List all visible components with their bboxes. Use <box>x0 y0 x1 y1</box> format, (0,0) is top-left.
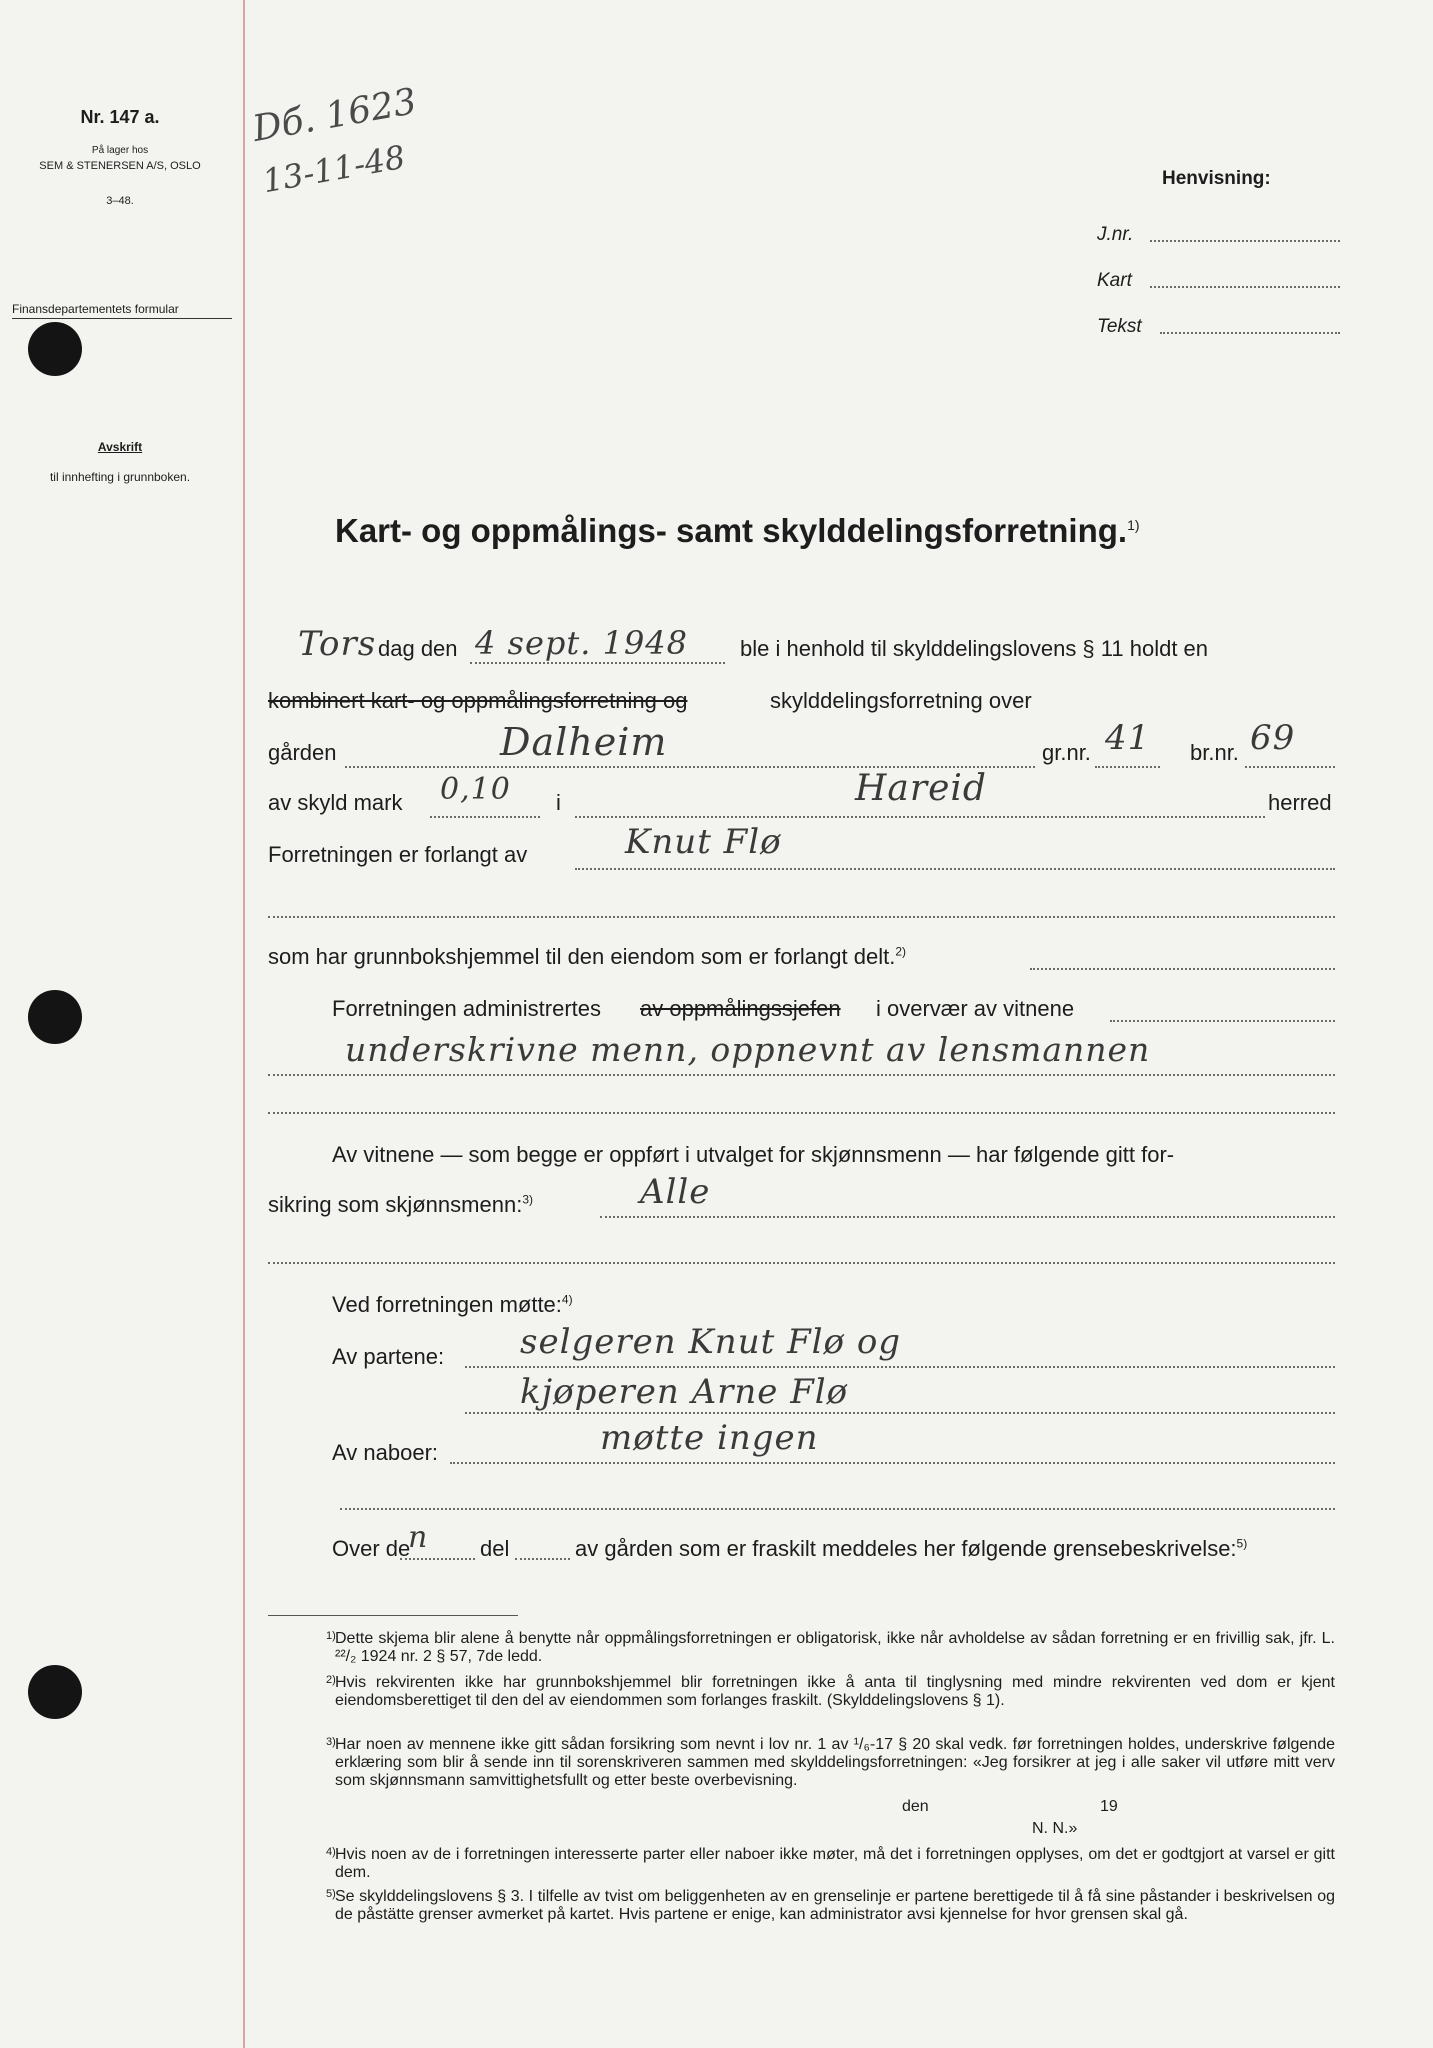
date-handwritten: 4 sept. 1948 <box>475 624 689 662</box>
footnote-2: Hvis rekvirenten ikke har grunnbokshjemmel blir forretningen ikke å anta til tinglysning med mindre rekvirenten ved dom er kjent eiendomsberettiget til den del av eiendommen som forlanges fraskilt. (Skylddelingslovens § 1). <box>335 1674 1335 1709</box>
ref-tekst-field <box>1160 332 1340 334</box>
footnote-5: Se skylddelingslovens § 3. I tilfelle av tvist om beliggenheten av en grenselinje er partene berettigede til å få sine påstander i beskrivelsen og de påstätte grenser avmerket på kartet. Hvis partene er enige, kan administrator avsi kjennelse for hvor grensen skal gå. <box>335 1888 1335 1923</box>
ref-tekst-label: Tekst <box>1097 316 1142 337</box>
footnote-separator <box>268 1615 518 1616</box>
neighbours-handwritten: møtte ingen <box>600 1418 819 1458</box>
requested-handwritten: Knut Flø <box>625 822 782 862</box>
owner-text <box>268 944 906 970</box>
herred-label: herred <box>1268 790 1332 815</box>
margin-rule <box>243 0 245 2048</box>
day-suffix: dag den <box>378 636 458 661</box>
met-label-text: Ved forretningen møtte: <box>332 1292 562 1317</box>
brnr-field <box>1245 766 1335 768</box>
witness-text: Av vitnene — som begge er oppført i utvalget for skjønnsmenn — har følgende gitt for- <box>332 1142 1175 1167</box>
sikring-label <box>268 1192 533 1218</box>
ref-jnr-field <box>1150 240 1340 242</box>
parties-field-2 <box>465 1412 1335 1414</box>
edition: 3–48. <box>106 195 134 207</box>
oath-year: 19 <box>1100 1798 1118 1815</box>
sikring-footnote-ref: 3) <box>522 1192 533 1207</box>
del-label: del <box>480 1536 510 1561</box>
parties-handwritten-2: kjøperen Arne Flø <box>520 1372 849 1412</box>
sikring-field <box>600 1216 1335 1218</box>
document-title <box>335 512 1140 550</box>
sikring-handwritten: Alle <box>640 1172 711 1212</box>
admin-text1: Forretningen administrertes <box>332 996 602 1021</box>
owner-footnote-ref: 2) <box>895 944 906 959</box>
title-text: Kart- og oppmålings- samt skylddelingsforretning. <box>335 512 1128 549</box>
herred-field <box>575 816 1265 818</box>
registry-number: Dб. 1623 <box>249 80 420 151</box>
date-field <box>470 662 725 664</box>
neighbours-label: Av naboer: <box>332 1440 439 1465</box>
met-label <box>332 1292 573 1318</box>
skyld-value: 0,10 <box>440 772 511 807</box>
intro-text2: skylddelingsforretning over <box>770 688 1032 713</box>
footnote-4: Hvis noen av de i forretningen interesserte parter eller naboer ikke møter, må det i forretningen opplyses, om det er godtgjort at varsel er gitt dem. <box>335 1846 1335 1881</box>
registry-date: 13-11-48 <box>259 137 408 201</box>
boundary-text-body: av gården som er fraskilt meddeles her følgende grensebeskrivelse: <box>575 1536 1237 1561</box>
requested-field <box>575 868 1335 870</box>
publisher-line2: SEM & STENERSEN A/S, OSLO <box>39 160 201 172</box>
requested-label: Forretningen er forlangt av <box>268 842 528 867</box>
herred-handwritten: Hareid <box>855 768 987 809</box>
sikring-field-2 <box>268 1262 1335 1264</box>
brnr-value: 69 <box>1250 718 1296 758</box>
punch-hole <box>28 990 82 1044</box>
sikring-label-text: sikring som skjønnsmenn: <box>268 1192 523 1217</box>
ref-kart-field <box>1150 286 1340 288</box>
ref-kart-label: Kart <box>1097 270 1132 291</box>
neighbours-field-2 <box>340 1508 1335 1510</box>
witnesses-field <box>268 1074 1335 1076</box>
publisher-line1: På lager hos <box>91 145 149 156</box>
farm-handwritten: Dalheim <box>500 720 668 764</box>
admin-text2: i overvær av vitnene <box>876 996 1075 1021</box>
farm-label: gården <box>268 740 337 765</box>
parties-handwritten-1: selgeren Knut Flø og <box>520 1322 902 1362</box>
owner-text-body: som har grunnbokshjemmel til den eiendom som er forlangt delt. <box>268 944 896 969</box>
parties-label: Av partene: <box>332 1344 445 1369</box>
witnesses-field-2 <box>268 1112 1335 1114</box>
footnote-5-mark: 5) <box>326 1888 336 1900</box>
boundary-footnote-ref: 5) <box>1236 1536 1248 1551</box>
skyld-field <box>430 816 540 818</box>
grnr-field <box>1095 766 1160 768</box>
copy-label: Avskrift <box>97 440 143 454</box>
footnote-3: Har noen av mennene ikke gitt sådan forsikring som nevnt i lov nr. 1 av ¹/₆-17 § 20 skal vedk. før forretningen holdes, underskrive følgende erklæring som blir å sende inn til sorenskriveren sammen med skylddelingsforretningen: «Jeg forsikrer at jeg i alle saker vil utføre mitt verv som skjønnsmann samvittighetsfullt og etter beste overbevisning. <box>335 1736 1335 1789</box>
brnr-label: br.nr. <box>1190 740 1239 765</box>
del-field <box>515 1558 570 1560</box>
punch-hole <box>28 1665 82 1719</box>
copy-purpose: til innhefting i grunnboken. <box>49 470 191 484</box>
over-handwritten: n <box>408 1520 429 1555</box>
reference-heading: Henvisning: <box>1162 168 1271 189</box>
punch-hole <box>28 322 82 376</box>
form-owner: Finansdepartementets formular <box>12 302 232 319</box>
oath-signature: N. N.» <box>1032 1820 1078 1837</box>
footnote-4-mark: 4) <box>326 1846 336 1858</box>
ref-jnr-label: J.nr. <box>1097 224 1134 245</box>
admin-struck: av oppmålingssjefen <box>640 996 841 1021</box>
neighbours-field <box>450 1462 1335 1464</box>
over-field <box>400 1558 475 1560</box>
grnr-label: gr.nr. <box>1042 740 1091 765</box>
over-label: Over de <box>332 1536 411 1561</box>
title-footnote-ref: 1) <box>1127 517 1140 533</box>
skyld-label: av skyld mark <box>268 790 403 815</box>
admin-field <box>1110 1020 1335 1022</box>
boundary-text <box>575 1536 1247 1562</box>
oath-den: den <box>902 1798 929 1815</box>
struck-text: kombinert kart- og oppmålingsforretning og <box>268 688 688 713</box>
footnote-1-mark: 1) <box>326 1630 336 1642</box>
witnesses-handwritten: underskrivne menn, oppnevnt av lensmannen <box>345 1030 1151 1069</box>
owner-field <box>1030 968 1335 970</box>
footnote-1: Dette skjema blir alene å benytte når oppmålingsforretningen er obligatorisk, ikke når avholdelse av sådan forretning er en frivillig sak, jfr. L. ²²/₂ 1924 nr. 2 § 57, 7de ledd. <box>335 1630 1335 1665</box>
form-number: Nr. 147 a. <box>80 107 160 127</box>
grnr-value: 41 <box>1105 718 1151 758</box>
footnote-2-mark: 2) <box>326 1674 336 1686</box>
i-label: i <box>556 790 561 815</box>
met-footnote-ref: 4) <box>561 1292 573 1307</box>
footnote-3-mark: 3) <box>326 1736 336 1748</box>
blank-line <box>268 916 1335 918</box>
parties-field-1 <box>465 1366 1335 1368</box>
intro-text: ble i henhold til skylddelingslovens § 11 holdt en <box>740 636 1209 661</box>
day-handwritten: Tors <box>298 624 377 664</box>
